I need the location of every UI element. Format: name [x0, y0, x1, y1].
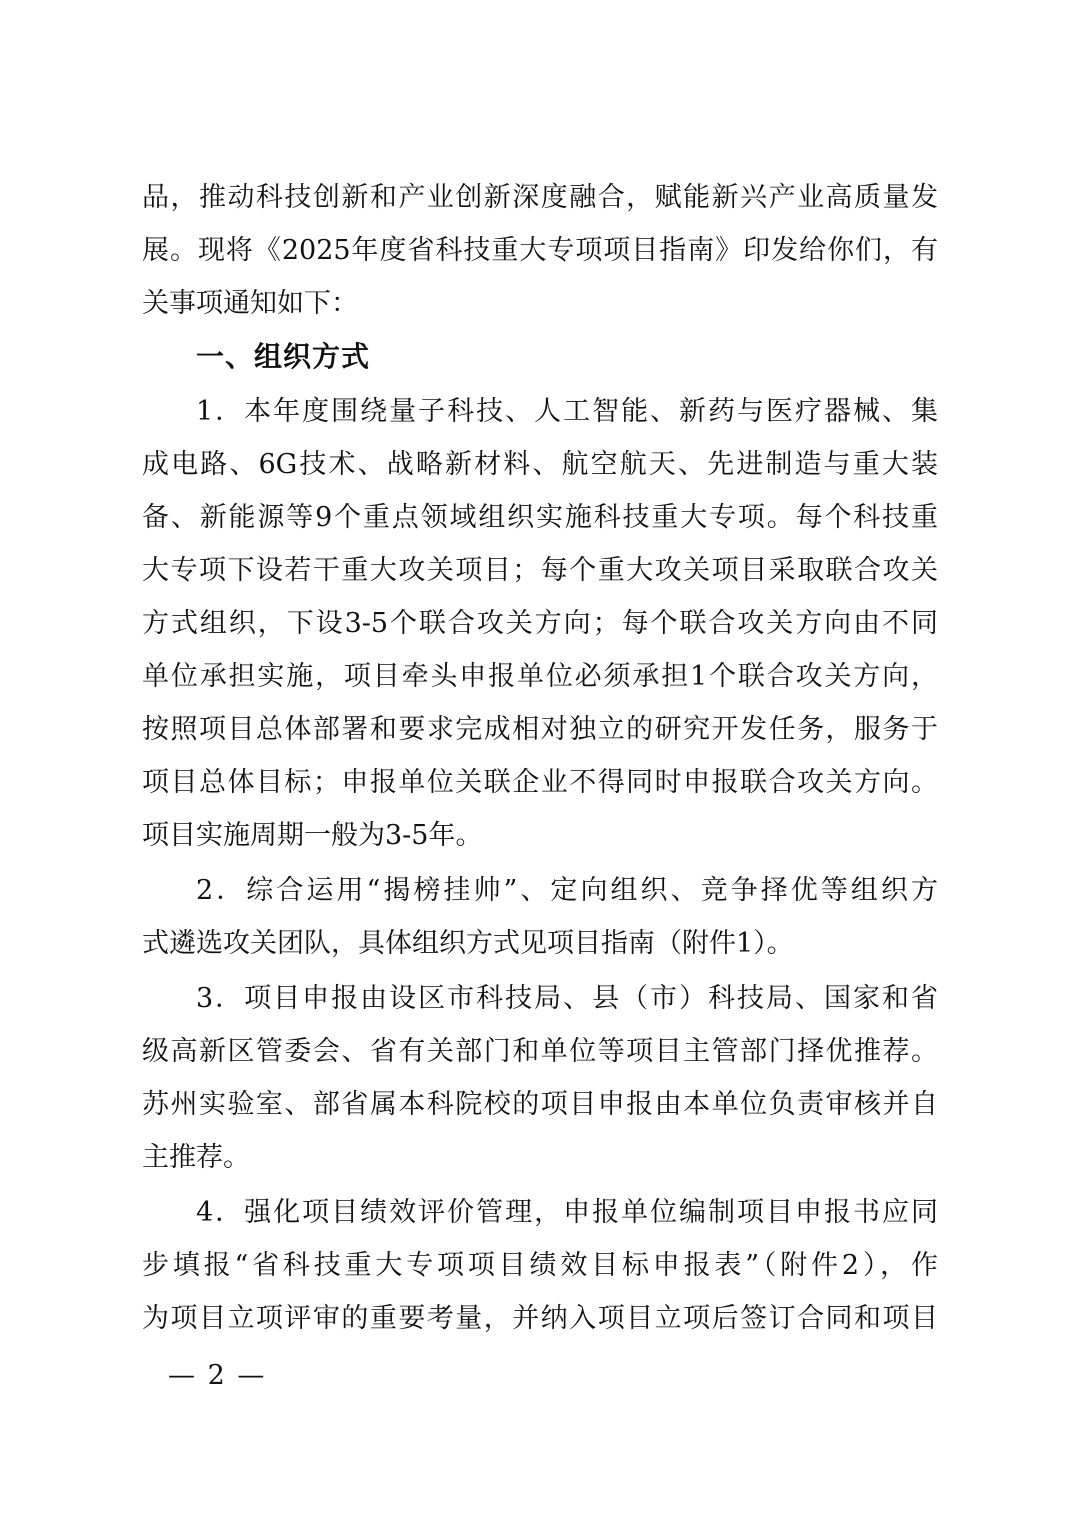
paragraph-line: 项目总体目标；申报单位关联企业不得同时申报联合攻关方向。: [142, 767, 938, 798]
paragraph-line: 项目实施周期一般为3-5年。: [142, 820, 483, 851]
paragraph-line: 为项目立项评审的重要考量，并纳入项目立项后签订合同和项目: [142, 1303, 938, 1334]
section-heading: 一、组织方式: [196, 340, 371, 373]
paragraph-line: 式遴选攻关团队，具体组织方式见项目指南（附件1）。: [142, 928, 794, 959]
paragraph-line: 步填报“省科技重大专项项目绩效目标申报表”（附件2），作: [142, 1250, 938, 1281]
paragraph-line: 方式组织，下设3-5个联合攻关方向；每个联合攻关方向由不同: [142, 608, 938, 639]
paragraph-line: 大专项下设若干重大攻关项目；每个重大攻关项目采取联合攻关: [142, 555, 938, 586]
paragraph-line: 1．本年度围绕量子科技、人工智能、新药与医疗器械、集: [196, 396, 938, 427]
paragraph-line: 3．项目申报由设区市科技局、县（市）科技局、国家和省: [196, 983, 938, 1014]
page-number: — 2 —: [168, 1360, 267, 1391]
paragraph-line: 按照项目总体部署和要求完成相对独立的研究开发任务，服务于: [142, 714, 938, 745]
paragraph-line: 展。现将《2025年度省科技重大专项项目指南》印发给你们，有: [142, 235, 938, 266]
paragraph-line: 2．综合运用“揭榜挂帅”、定向组织、竞争择优等组织方: [196, 875, 938, 906]
paragraph-line: 备、新能源等9个重点领域组织实施科技重大专项。每个科技重: [142, 502, 938, 533]
paragraph-line: 成电路、6G技术、战略新材料、航空航天、先进制造与重大装: [142, 449, 938, 480]
paragraph-line: 关事项通知如下：: [142, 288, 358, 319]
paragraph-line: 级高新区管委会、省有关部门和单位等项目主管部门择优推荐。: [142, 1036, 938, 1067]
paragraph-line: 品，推动科技创新和产业创新深度融合，赋能新兴产业高质量发: [142, 182, 938, 213]
paragraph-line: 主推荐。: [142, 1142, 250, 1173]
paragraph-line: 苏州实验室、部省属本科院校的项目申报由本单位负责审核并自: [142, 1089, 938, 1120]
paragraph-line: 4．强化项目绩效评价管理，申报单位编制项目申报书应同: [196, 1197, 938, 1228]
paragraph-line: 单位承担实施，项目牵头申报单位必须承担1个联合攻关方向，: [142, 661, 938, 692]
